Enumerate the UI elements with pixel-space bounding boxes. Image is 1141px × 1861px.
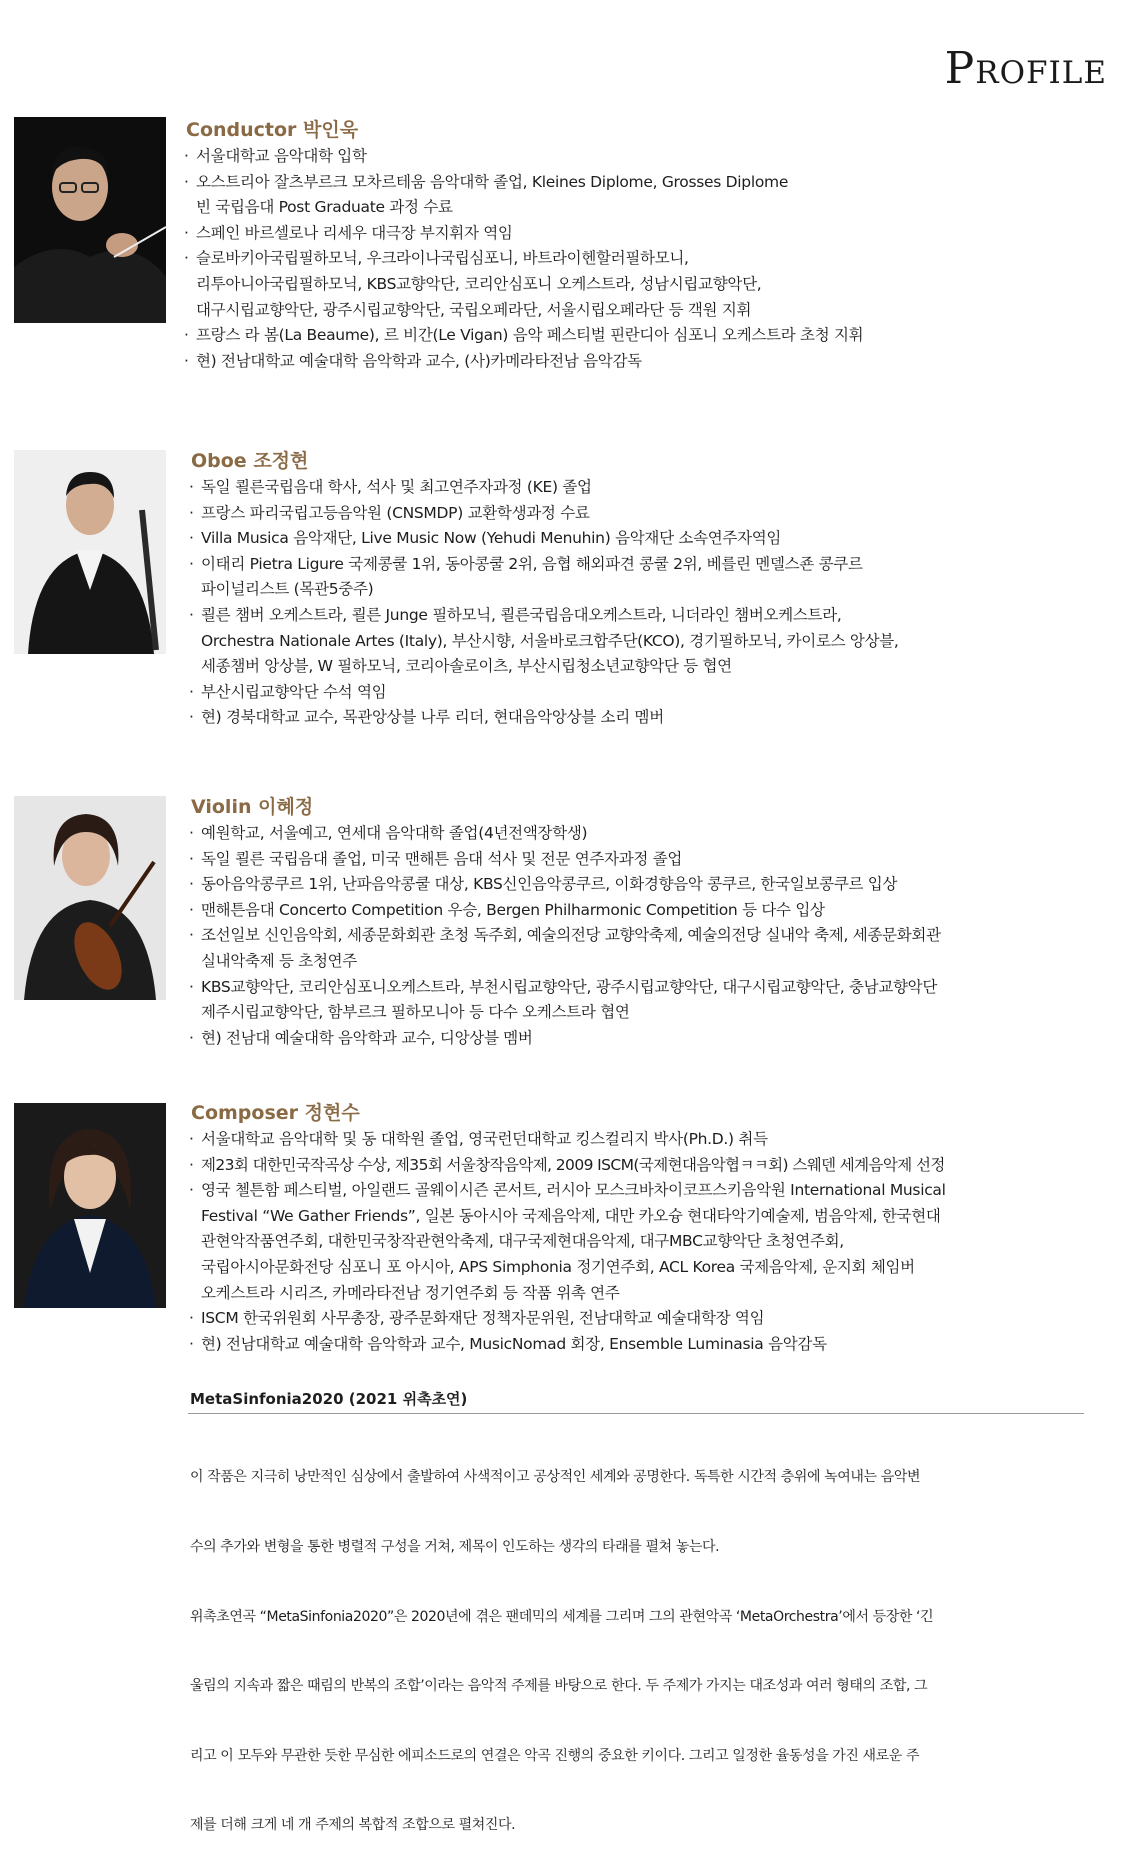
bullet-item: · 프랑스 라 봄(La Beaume), 르 비간(Le Vigan) 음악 페스티벌 핀란디아 심포니 오케스트라 초청 지휘 bbox=[184, 326, 864, 345]
bullet-item: · 동아음악콩쿠르 1위, 난파음악콩쿨 대상, KBS신인음악콩쿠르, 이화경향음악 콩쿠르, 한국일보콩쿠르 입상 bbox=[189, 875, 898, 894]
bullet-item: · 현) 전남대 예술대학 음악학과 교수, 디앙상블 멤버 bbox=[189, 1028, 533, 1047]
conductor-profile bbox=[184, 116, 1129, 374]
bullet-item: · 현) 전남대학교 예술대학 음악학과 교수, MusicNomad 회장, Ensemble Luminasia 음악감독 bbox=[189, 1334, 827, 1353]
description-line: 위촉초연곡 “MetaSinfonia2020”은 2020년에 겪은 팬데믹의 세계를 그리며 그의 관현악곡 ‘MetaOrchestra’에서 등장한 ‘긴 bbox=[190, 1608, 934, 1625]
description-line: 리고 이 모두와 무관한 듯한 무심한 에피소드로의 연결은 악곡 진행의 중요한 키이다. 그리고 일정한 율동성을 가진 새로운 주 bbox=[190, 1747, 920, 1764]
bullet-list bbox=[184, 144, 1129, 374]
composer-profile bbox=[189, 1099, 1137, 1357]
work-description bbox=[190, 1420, 1090, 1861]
description-line: 이 작품은 지극히 낭만적인 심상에서 출발하여 사색적이고 공상적인 세계와 공명한다. 독특한 시간적 층위에 녹여내는 음악변 bbox=[190, 1469, 921, 1486]
bullet-item: · 독일 쾰른국립음대 학사, 석사 및 최고연주자과정 (KE) 졸업 bbox=[189, 478, 592, 496]
composer-heading bbox=[189, 1099, 1137, 1127]
bullet-item: · ISCM 한국위원회 사무총장, 광주문화재단 정책자문위원, 전남대학교 예술대학장 역임 bbox=[189, 1309, 765, 1328]
role-label: Oboe bbox=[191, 450, 247, 472]
bullet-item: · 부산시립교향악단 수석 역임 bbox=[189, 682, 387, 701]
role-label: Violin bbox=[191, 796, 252, 818]
person-name: 이혜정 bbox=[258, 796, 314, 818]
bullet-item: · 영국 첼튼함 페스티벌, 아일랜드 골웨이시즌 콘서트, 러시아 모스크바차이코프스키음악원 International Musical Festival “We Gather Friends”, 일본 동아시아 국제음악제, 대만 카오슝 현대타악기예술제, 범음악제, 한국현대 관현악작품연주회, 대한민국창작관현악축제, 대구국제현대음악제, 대구MBC교향악단 초청연주회, 국립아시아문화전당 심포니 포 아시아, APS Simphonia 정기연주회, ACL Korea 국제음악제, 운지회 체임버 오케스트라 시리즈, 카메라타전남 정기연주회 등 작품 위촉 연주 bbox=[189, 1181, 946, 1302]
bullet-item: · 이태리 Pietra Ligure 국제콩쿨 1위, 동아콩쿨 2위, 음협 해외파견 콩쿨 2위, 베를린 멘델스죤 콩쿠르 파이널리스트 (목관5중주) bbox=[189, 554, 863, 599]
bullet-list bbox=[189, 475, 1134, 731]
bullet-item: · 서울대학교 음악대학 및 동 대학원 졸업, 영국런던대학교 킹스컬리지 박사(Ph.D.) 취득 bbox=[189, 1130, 768, 1148]
conductor-heading bbox=[184, 116, 1129, 144]
description-line: 제를 더해 크게 네 개 주제의 복합적 조합으로 펼쳐진다. bbox=[190, 1817, 516, 1834]
page-title: Profile bbox=[944, 43, 1107, 95]
bullet-item: · 오스트리아 잘츠부르크 모차르테움 음악대학 졸업, Kleines Diplome, Grosses Diplome 빈 국립음대 Post Graduate 과정 수료 bbox=[184, 172, 789, 217]
bullet-item: · 예원학교, 서울예고, 연세대 음악대학 졸업(4년전액장학생) bbox=[189, 824, 588, 842]
bullet-item: · 프랑스 파리국립고등음악원 (CNSMDP) 교환학생과정 수료 bbox=[189, 503, 590, 522]
bullet-list bbox=[189, 821, 1134, 1051]
bullet-item: · 현) 경북대학교 교수, 목관앙상블 나루 리더, 현대음악앙상블 소리 멤버 bbox=[189, 708, 664, 727]
work-title: MetaSinfonia2020 (2021 위촉초연) bbox=[190, 1390, 468, 1408]
bullet-item: · 쾰른 챔버 오케스트라, 쾰른 Junge 필하모닉, 쾰른국립음대오케스트라, 니더라인 챔버오케스트라, Orchestra Nationale Artes (Italy), 부산시향, 서울바로크합주단(KCO), 경기필하모닉, 카이로스 앙상블, 세종챔버 앙상블, W 필하모닉, 코리아솔로이츠, 부산시립청소년교향악단 등 협연 bbox=[189, 605, 899, 676]
bullet-item: · 독일 쾰른 국립음대 졸업, 미국 맨해튼 음대 석사 및 전문 연주자과정 졸업 bbox=[189, 849, 683, 868]
bullet-item: · 슬로바키아국립필하모닉, 우크라이나국립심포니, 바트라이헨할러필하모니, 리투아니아국립필하모닉, KBS교향악단, 코리안심포니 오케스트라, 성남시립교향악단, 대구시립교향악단, 광주시립교향악단, 국립오페라단, 서울시립오페라단 등 객원 지휘 bbox=[184, 249, 762, 319]
bullet-item: · KBS교향악단, 코리안심포니오케스트라, 부천시립교향악단, 광주시립교향악단, 대구시립교향악단, 충남교향악단 제주시립교향악단, 함부르크 필하모니아 등 다수 오케스트라 협연 bbox=[189, 977, 938, 1022]
bullet-item: · Villa Musica 음악재단, Live Music Now (Yehudi Menuhin) 음악재단 소속연주자역임 bbox=[189, 529, 782, 548]
bullet-item: · 스페인 바르셀로나 리세우 대극장 부지휘자 역임 bbox=[184, 223, 513, 242]
person-name: 조정현 bbox=[253, 450, 309, 472]
divider bbox=[188, 1413, 1084, 1414]
oboe-photo bbox=[14, 450, 166, 654]
role-label: Conductor bbox=[186, 119, 297, 141]
description-line: 수의 추가와 변형을 통한 병렬적 구성을 거쳐, 제목이 인도하는 생각의 타래를 펼쳐 놓는다. bbox=[190, 1539, 720, 1556]
oboe-heading bbox=[189, 447, 1134, 475]
bullet-item: · 맨해튼음대 Concerto Competition 우승, Bergen Philharmonic Competition 등 다수 입상 bbox=[189, 900, 825, 919]
bullet-item: · 조선일보 신인음악회, 세종문화회관 초청 독주회, 예술의전당 교향악축제, 예술의전당 실내악 축제, 세종문화회관 실내악축제 등 초청연주 bbox=[189, 926, 941, 970]
composer-photo bbox=[14, 1103, 166, 1308]
conductor-photo bbox=[14, 117, 166, 323]
oboe-profile bbox=[189, 447, 1134, 731]
bullet-item: · 현) 전남대학교 예술대학 음악학과 교수, (사)카메라타전남 음악감독 bbox=[184, 351, 642, 370]
bullet-item: · 서울대학교 음악대학 입학 bbox=[184, 147, 367, 165]
role-label: Composer bbox=[191, 1102, 299, 1124]
person-name: 박인욱 bbox=[303, 119, 359, 141]
bullet-list bbox=[189, 1127, 1137, 1357]
violin-heading bbox=[189, 793, 1134, 821]
violin-photo bbox=[14, 796, 166, 1000]
person-name: 정현수 bbox=[304, 1102, 360, 1124]
description-line: 울림의 지속과 짧은 때림의 반복의 조합’이라는 음악적 주제를 바탕으로 한다. 두 주제가 가지는 대조성과 여러 형태의 조합, 그 bbox=[190, 1678, 928, 1695]
violin-profile bbox=[189, 793, 1134, 1051]
bullet-item: · 제23회 대한민국작곡상 수상, 제35회 서울창작음악제, 2009 ISCM(국제현대음악협ㅋㅋ회) 스웨덴 세계음악제 선정 bbox=[189, 1155, 945, 1174]
